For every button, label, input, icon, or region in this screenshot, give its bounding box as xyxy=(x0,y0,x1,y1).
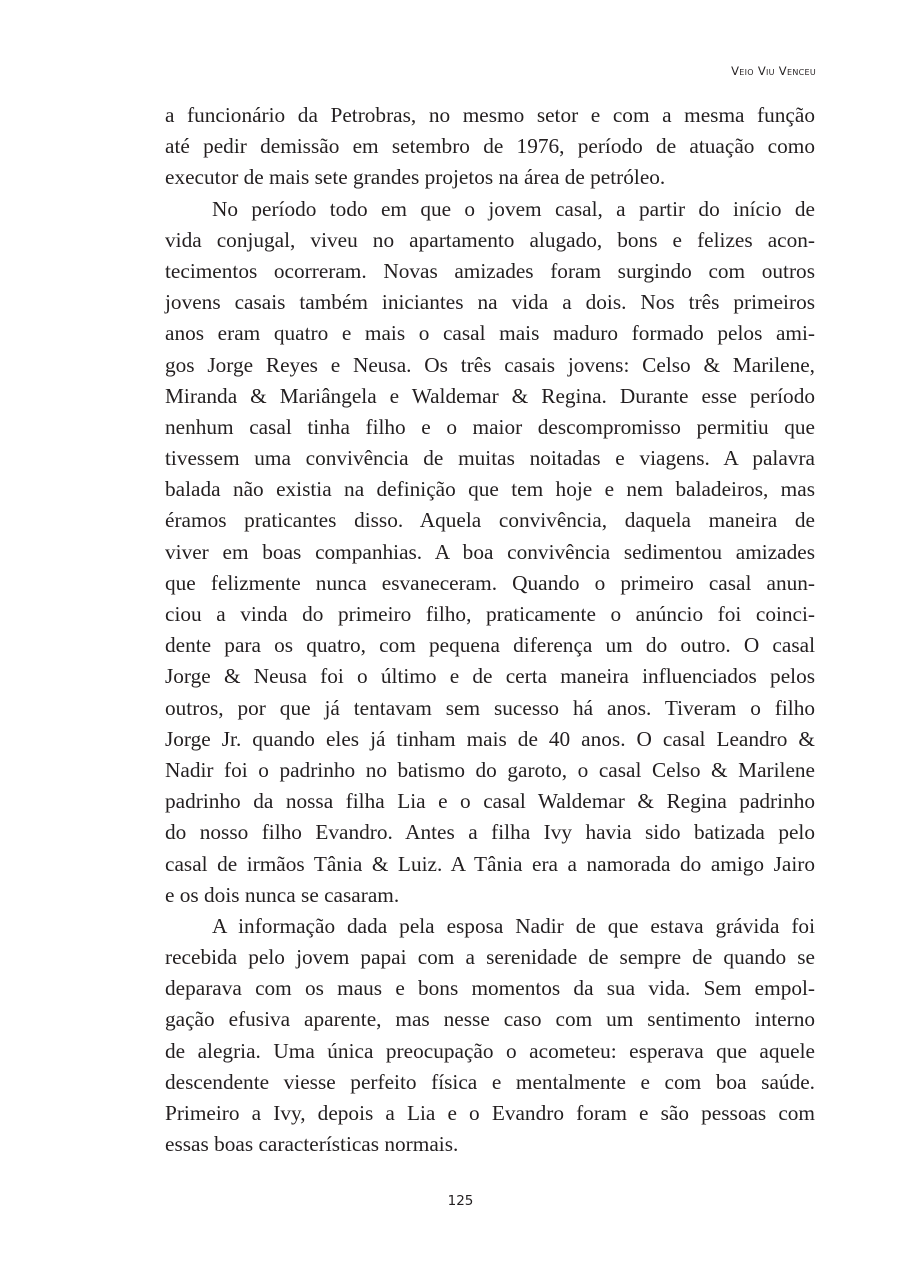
text-line: gação efusiva aparente, mas nesse caso com um sentimento interno xyxy=(165,1007,815,1032)
text-line: Nadir foi o padrinho no batismo do garoto, o casal Celso & Marilene xyxy=(165,757,815,782)
text-line: essas boas características normais. xyxy=(165,1132,459,1157)
text-line: viver em boas companhias. A boa convivência sedimentou amizades xyxy=(165,539,815,564)
text-line: gos Jorge Reyes e Neusa. Os três casais jovens: Celso & Marilene, xyxy=(165,352,815,377)
text-line: tivessem uma convivência de muitas noitadas e viagens. A palavra xyxy=(165,446,815,471)
text-line: vida conjugal, viveu no apartamento alugado, bons e felizes acon- xyxy=(165,227,815,252)
text-line: No período todo em que o jovem casal, a partir do início de xyxy=(212,196,815,221)
text-line: ciou a vinda do primeiro filho, praticamente o anúncio foi coinci- xyxy=(165,602,815,626)
text-line: Jorge Jr. quando eles já tinham mais de 40 anos. O casal Leandro & xyxy=(165,726,815,751)
text-line: balada não existia na definição que tem hoje e nem baladeiros, mas xyxy=(165,477,815,502)
paragraph xyxy=(165,911,815,1161)
text-line: que felizmente nunca esvaneceram. Quando o primeiro casal anun- xyxy=(165,570,815,595)
text-line: Primeiro a Ivy, depois a Lia e o Evandro foram e são pessoas com xyxy=(165,1101,815,1125)
running-header: Veio Viu Venceu xyxy=(731,64,816,78)
text-line: nenhum casal tinha filho e o maior descompromisso permitiu que xyxy=(165,414,815,439)
text-line: Miranda & Mariângela e Waldemar & Regina. Durante esse período xyxy=(165,383,815,408)
text-line: A informação dada pela esposa Nadir de que estava grávida foi xyxy=(212,913,815,938)
text-line: de alegria. Uma única preocupação o acometeu: esperava que aquele xyxy=(165,1038,815,1063)
text-line: deparava com os maus e bons momentos da sua vida. Sem empol- xyxy=(165,976,815,1001)
text-line: até pedir demissão em setembro de 1976, período de atuação como xyxy=(165,134,815,159)
text-line: a funcionário da Petrobras, no mesmo setor e com a mesma função xyxy=(165,103,815,127)
paragraph xyxy=(165,194,815,911)
paragraph xyxy=(165,100,815,194)
text-line: dente para os quatro, com pequena diferença um do outro. O casal xyxy=(165,633,815,658)
text-line: casal de irmãos Tânia & Luiz. A Tânia era a namorada do amigo Jairo xyxy=(165,851,815,876)
page-number: 125 xyxy=(447,1193,474,1209)
text-line: padrinho da nossa filha Lia e o casal Waldemar & Regina padrinho xyxy=(165,789,815,814)
text-line: do nosso filho Evandro. Antes a filha Ivy havia sido batizada pelo xyxy=(165,820,815,845)
text-line: anos eram quatro e mais o casal mais maduro formado pelos ami- xyxy=(165,321,815,346)
body-text xyxy=(165,100,815,1160)
text-line: recebida pelo jovem papai com a serenidade de sempre de quando se xyxy=(165,945,815,970)
text-line: e os dois nunca se casaram. xyxy=(165,882,400,907)
text-line: descendente viesse perfeito física e mentalmente e com boa saúde. xyxy=(165,1069,815,1094)
text-line: executor de mais sete grandes projetos na área de petróleo. xyxy=(165,165,666,190)
text-line: jovens casais também iniciantes na vida a dois. Nos três primeiros xyxy=(165,290,815,315)
text-line: tecimentos ocorreram. Novas amizades foram surgindo com outros xyxy=(165,258,815,283)
text-line: outros, por que já tentavam sem sucesso há anos. Tiveram o filho xyxy=(165,695,815,720)
text-line: éramos praticantes disso. Aquela convivência, daquela maneira de xyxy=(165,508,815,533)
text-line: Jorge & Neusa foi o último e de certa maneira influenciados pelos xyxy=(165,664,815,689)
